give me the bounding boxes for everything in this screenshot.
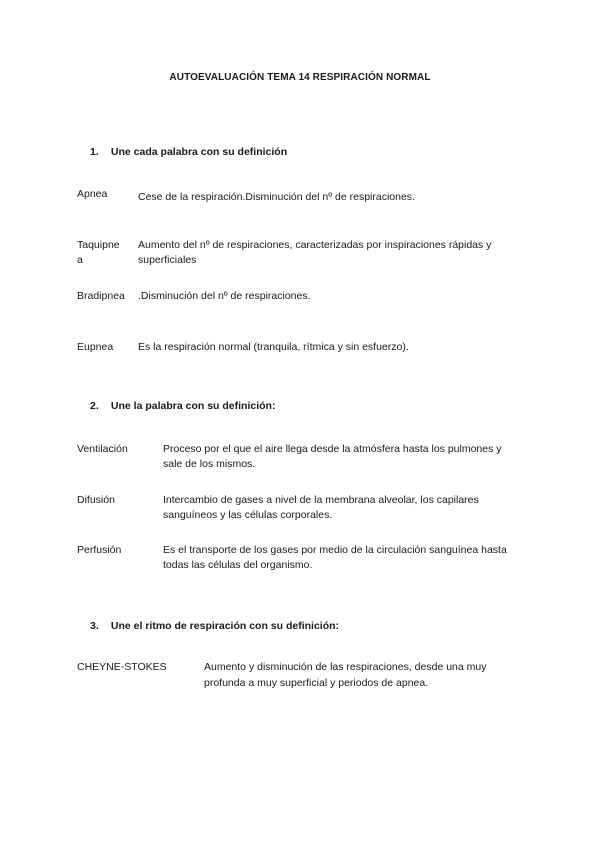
term-taquipnea-line1: Taquipne — [77, 239, 120, 251]
section-3-heading — [90, 620, 339, 632]
section-2-heading — [90, 400, 275, 412]
term-ventilacion: Ventilación — [77, 443, 128, 455]
definition-difusion-line2: sanguíneos y las células corporales. — [163, 509, 333, 521]
term-difusion: Difusión — [77, 494, 115, 506]
term-eupnea: Eupnea — [77, 341, 114, 353]
term-perfusion: Perfusión — [77, 544, 122, 556]
definition-taquipnea-line1: Aumento del nº de respiraciones, caracterizadas por inspiraciones rápidas y — [138, 239, 492, 251]
definition-perfusion-line2: todas las células del organismo. — [163, 559, 313, 571]
section-3-number: 3. — [90, 620, 99, 632]
definition-cheyne-stokes-line2: profunda a muy superficial y periodos de apnea. — [204, 677, 429, 689]
section-2-title: Une la palabra con su definición: — [110, 400, 276, 412]
section-1-heading — [90, 146, 287, 158]
term-cheyne-stokes: CHEYNE-STOKES — [77, 661, 167, 673]
definition-taquipnea-line2: superficiales — [138, 254, 197, 266]
definition-perfusion-line1: Es el transporte de los gases por medio de la circulación sanguínea hasta — [163, 544, 507, 556]
definition-cheyne-stokes-line1: Aumento y disminución de las respiraciones, desde una muy — [204, 661, 487, 673]
section-3-title: Une el ritmo de respiración con su definición: — [110, 620, 340, 632]
section-1-title: Une cada palabra con su definición — [110, 146, 288, 158]
section-2-number: 2. — [90, 400, 99, 412]
definition-difusion-line1: Intercambio de gases a nivel de la membrana alveolar, los capilares — [163, 494, 479, 506]
term-apnea: Apnea — [77, 188, 108, 200]
definition-bradipnea: .Disminución del nº de respiraciones. — [138, 290, 311, 302]
section-1-number: 1. — [90, 146, 99, 158]
definition-apnea: Cese de la respiración.Disminución del nº de respiraciones. — [138, 191, 415, 203]
definition-ventilacion-line1: Proceso por el que el aire llega desde la atmósfera hasta los pulmones y — [163, 443, 502, 455]
definition-eupnea: Es la respiración normal (tranquila, rítmica y sin esfuerzo). — [138, 341, 409, 353]
document-title: AUTOEVALUACIÓN TEMA 14 RESPIRACIÓN NORMAL — [169, 72, 431, 83]
term-taquipnea-line2: a — [77, 254, 83, 266]
definition-ventilacion-line2: sale de los mismos. — [163, 458, 256, 470]
term-bradipnea: Bradipnea — [77, 290, 125, 302]
